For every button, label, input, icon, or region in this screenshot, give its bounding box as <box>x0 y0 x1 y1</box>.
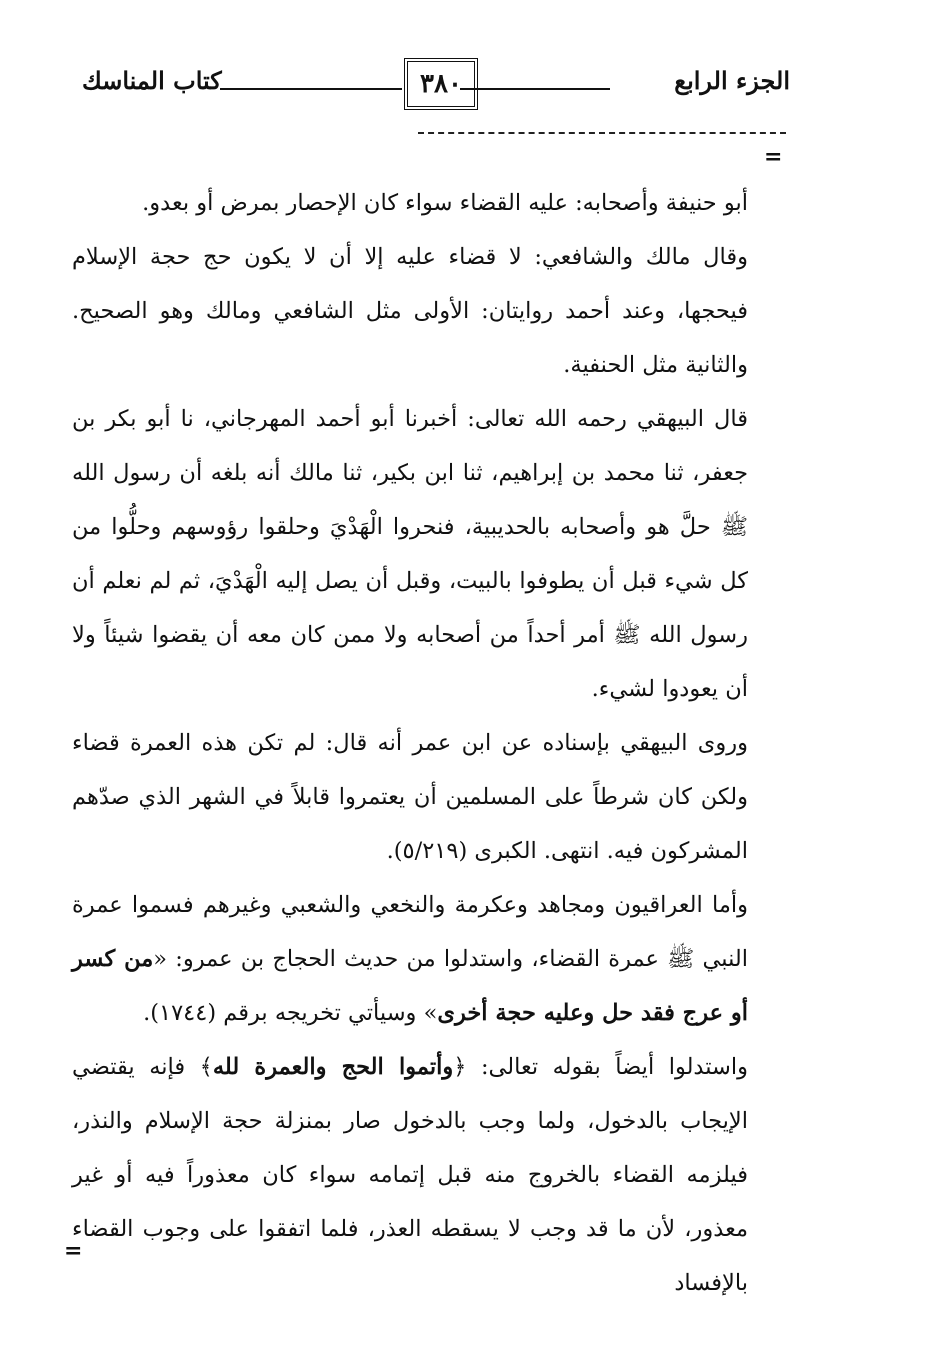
quran-quote: وأتموا الحج والعمرة لله <box>212 1054 454 1080</box>
page-number: ٣٨٠ <box>404 58 478 110</box>
paragraph: وقال مالك والشافعي: لا قضاء عليه إلا أن لا يكون حج حجة الإسلام فيحجها، وعند أحمد روايتان: الأولى مثل الشافعي ومالك وهو الصحيح. والثانية مثل الحنفية. <box>72 244 748 378</box>
paragraph <box>72 878 748 1040</box>
continuation-mark-bottom: = <box>64 1238 83 1264</box>
header-dashed-rule <box>418 132 786 134</box>
hadith-quote: من كسر أو عرج فقد حل وعليه حجة أخرى <box>72 946 748 1026</box>
continuation-mark-top: = <box>764 144 783 170</box>
paragraph-text: ﴾ فإنه يقتضي الإيجاب بالدخول، ولما وجب بالدخول صار بمنزلة حجة الإسلام والنذر، فيلزمه القضاء بالخروج منه قبل إتمامه سواء كان معذوراً فيه أو غير معذور، لأن ما قد وجب لا يسقطه العذر، فلما اتفقوا على وجوب القضاء بالإفساد <box>72 1054 748 1296</box>
book-title: كتاب المناسك <box>82 66 222 95</box>
running-header <box>70 58 790 114</box>
header-rule-left <box>220 88 402 90</box>
page-body <box>72 176 748 1310</box>
paragraph: قال البيهقي رحمه الله تعالى: أخبرنا أبو أحمد المهرجاني، نا أبو بكر بن جعفر، ثنا محمد بن إبراهيم، ثنا ابن بكير، ثنا مالك أنه بلغه أن رسول الله ﷺ حلَّ هو وأصحابه بالحديبية، فنحروا الْهَدْيَ وحلقوا رؤوسهم وحلُّوا من كل شيء قبل أن يطوفوا بالبيت، وقبل أن يصل إليه الْهَدْيَ، ثم لم نعلم أن رسول الله ﷺ أمر أحداً من أصحابه ولا ممن كان معه أن يقضوا شيئاً ولا أن يعودوا لشيء. <box>72 406 748 702</box>
header-rule-right <box>460 88 610 90</box>
paragraph-text: وأما العراقيون ومجاهد وعكرمة والنخعي والشعبي وغيرهم فسموا عمرة النبي ﷺ عمرة القضاء، واستدلوا من حديث الحجاج بن عمرو: « <box>72 892 748 972</box>
paragraph: وروى البيهقي بإسناده عن ابن عمر أنه قال: لم تكن هذه العمرة قضاء ولكن كان شرطاً على المسلمين أن يعتمروا قابلاً في الشهر الذي صدّهم المشركون فيه. انتهى. الكبرى (٥/٢١٩). <box>72 730 748 864</box>
paragraph: أبو حنيفة وأصحابه: عليه القضاء سواء كان الإحصار بمرض أو بعدو. <box>142 190 748 216</box>
paragraph-text: واستدلوا أيضاً بقوله تعالى: ﴿ <box>453 1054 749 1080</box>
part-title: الجزء الرابع <box>674 66 790 95</box>
paragraph-text: » وسيأتي تخريجه برقم (١٧٤٤). <box>143 1000 438 1026</box>
paragraph <box>72 1040 748 1310</box>
